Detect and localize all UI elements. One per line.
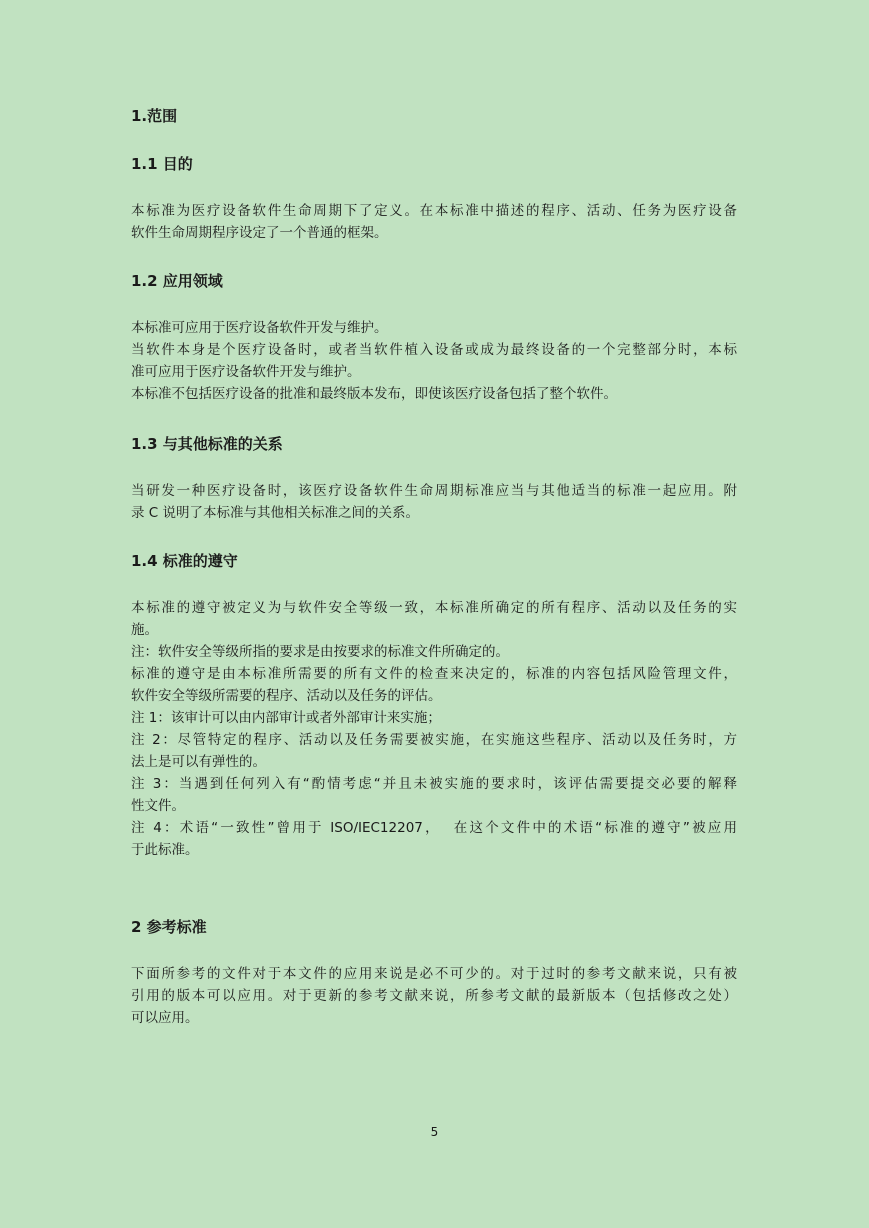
section-heading-compliance: 1.4 标准的遵守 xyxy=(131,552,238,570)
document-page xyxy=(131,0,737,1228)
paragraph-other-standards xyxy=(131,480,737,524)
text-line: 软件安全等级所需要的程序、活动以及任务的评估。 xyxy=(131,688,442,704)
text-line: 标准的遵守是由本标准所需要的所有文件的检查来决定的，标准的内容包括风险管理文件， xyxy=(131,666,737,682)
text-line: 注 3：当遇到任何列入有“酌情考虑“并且未被实施的要求时，该评估需要提交必要的解释 xyxy=(131,776,737,792)
section-heading-purpose: 1.1 目的 xyxy=(131,155,193,173)
text-line: 法上是可以有弹性的。 xyxy=(131,754,266,770)
text-line: 于此标准。 xyxy=(131,842,199,858)
text-line: 注 4：术语“一致性”曾用于 ISO/IEC12207， 在这个文件中的术语“标准的遵守”被应用 xyxy=(131,820,737,836)
page-number: 5 xyxy=(430,1125,439,1139)
paragraph-references xyxy=(131,963,737,1029)
section-heading-references: 2 参考标准 xyxy=(131,918,207,936)
text-line: 本标准的遵守被定义为与软件安全等级一致，本标准所确定的所有程序、活动以及任务的实 xyxy=(131,600,737,616)
text-line: 本标准为医疗设备软件生命周期下了定义。在本标准中描述的程序、活动、任务为医疗设备 xyxy=(131,203,737,219)
text-line: 注：软件安全等级所指的要求是由按要求的标准文件所确定的。 xyxy=(131,644,509,660)
text-line: 本标准不包括医疗设备的批准和最终版本发布，即使该医疗设备包括了整个软件。 xyxy=(131,386,617,402)
text-line: 本标准可应用于医疗设备软件开发与维护。 xyxy=(131,320,388,336)
text-line: 下面所参考的文件对于本文件的应用来说是必不可少的。对于过时的参考文献来说，只有被 xyxy=(131,966,737,982)
section-heading-scope: 1.范围 xyxy=(131,107,178,125)
paragraph-purpose xyxy=(131,200,737,244)
text-line: 当研发一种医疗设备时，该医疗设备软件生命周期标准应当与其他适当的标准一起应用。附 xyxy=(131,483,737,499)
text-line: 软件生命周期程序设定了一个普通的框架。 xyxy=(131,225,388,241)
text-line: 录 C 说明了本标准与其他相关标准之间的关系。 xyxy=(131,505,420,521)
text-line: 注 1：该审计可以由内部审计或者外部审计来实施； xyxy=(131,710,441,726)
paragraph-compliance xyxy=(131,597,737,861)
text-line: 注 2：尽管特定的程序、活动以及任务需要被实施，在实施这些程序、活动以及任务时，方 xyxy=(131,732,737,748)
text-line: 可以应用。 xyxy=(131,1010,199,1026)
text-line: 准可应用于医疗设备软件开发与维护。 xyxy=(131,364,361,380)
section-heading-other-standards: 1.3 与其他标准的关系 xyxy=(131,435,283,453)
text-line: 施。 xyxy=(131,622,158,638)
paragraph-application-field xyxy=(131,317,737,405)
text-line: 引用的版本可以应用。对于更新的参考文献来说，所参考文献的最新版本（包括修改之处） xyxy=(131,988,737,1004)
text-line: 性文件。 xyxy=(131,798,185,814)
text-line: 当软件本身是个医疗设备时，或者当软件植入设备或成为最终设备的一个完整部分时，本标 xyxy=(131,342,737,358)
section-heading-application-field: 1.2 应用领域 xyxy=(131,272,223,290)
